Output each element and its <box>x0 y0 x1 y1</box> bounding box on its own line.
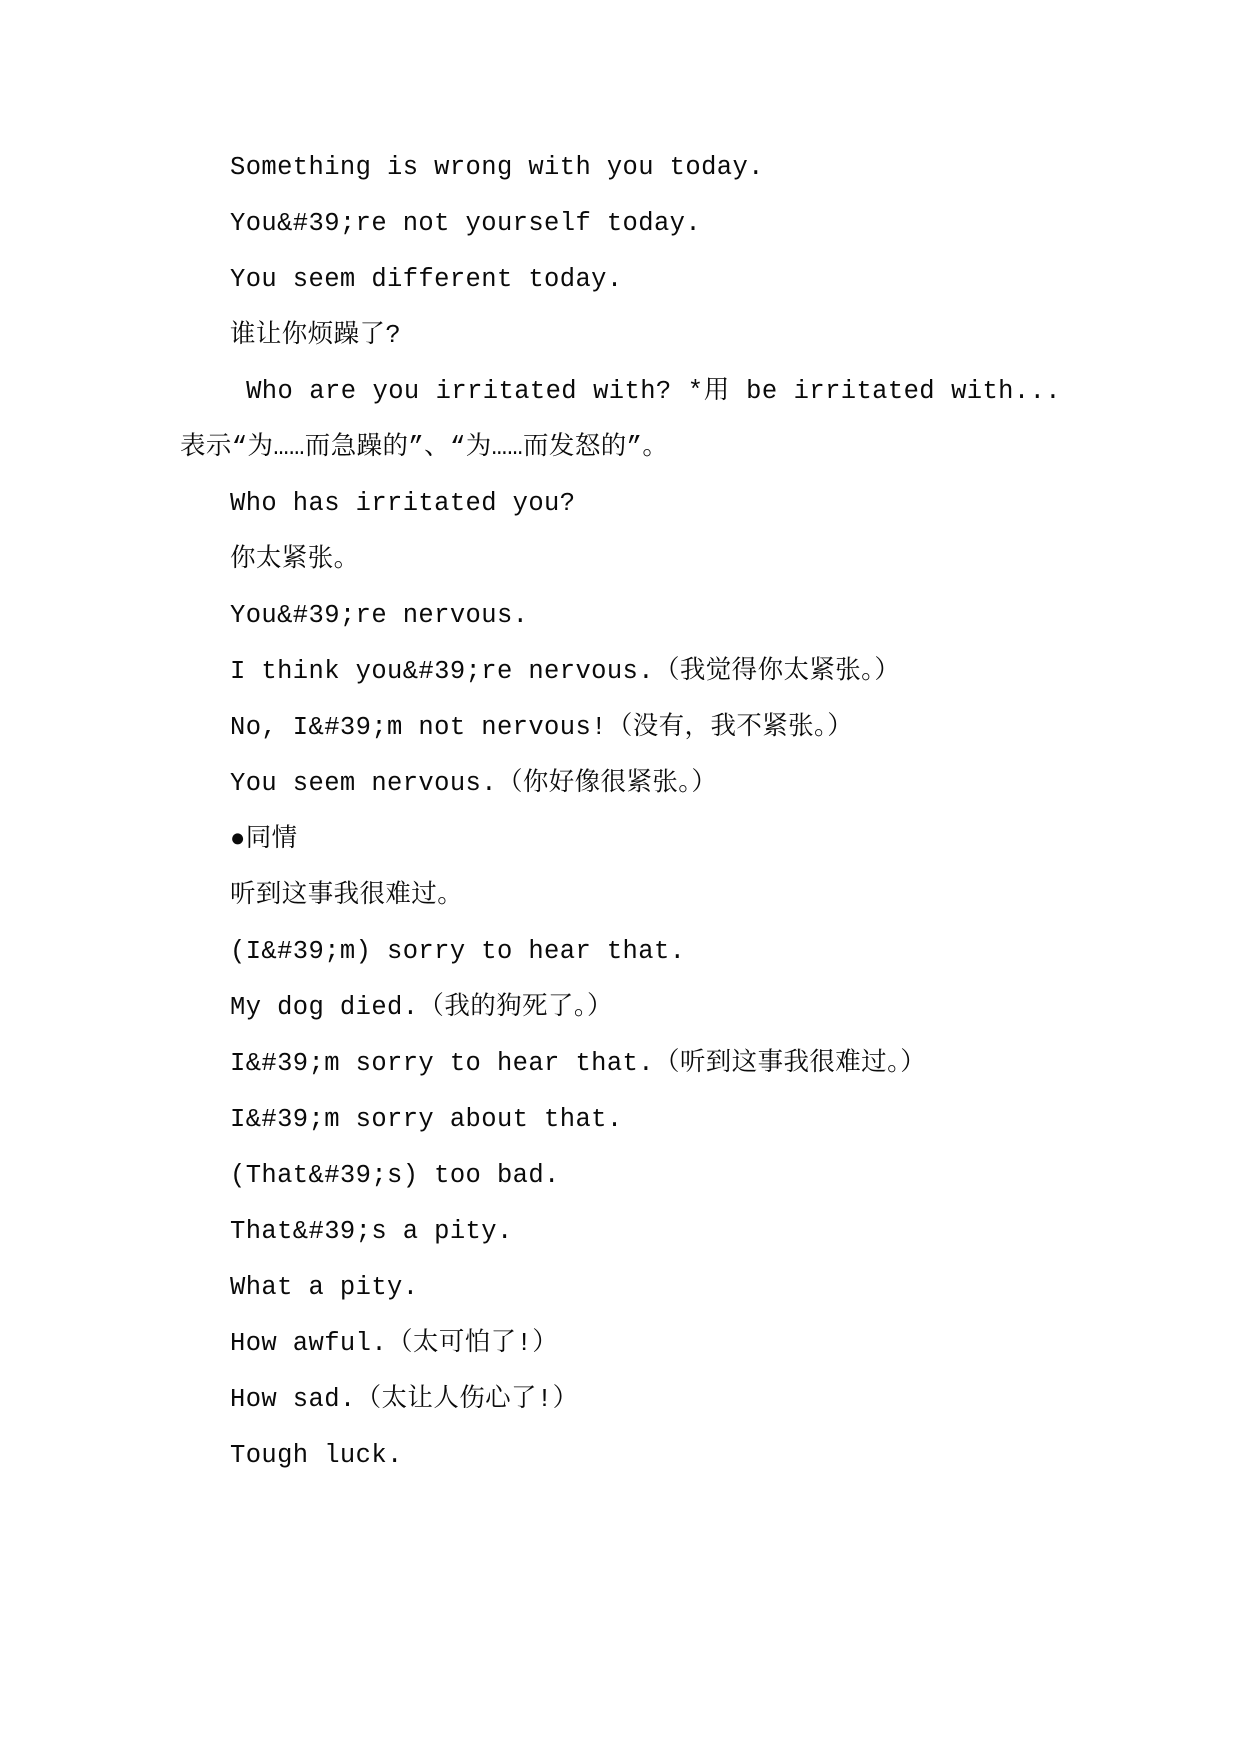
text-line: I&#39;m sorry about that. <box>230 1105 623 1134</box>
text-line: ●同情 <box>230 825 298 854</box>
text-line: You seem different today. <box>230 265 623 294</box>
text-line: Who has irritated you? <box>230 489 576 518</box>
text-line: 谁让你烦躁了? <box>230 321 402 350</box>
text-line: 听到这事我很难过。 <box>230 881 464 910</box>
text-line: (That&#39;s) too bad. <box>230 1161 560 1190</box>
text-line: I&#39;m sorry to hear that.（听到这事我很难过。） <box>230 1049 927 1078</box>
text-line: What a pity. <box>230 1273 419 1302</box>
text-line: No, I&#39;m not nervous!（没有，我不紧张。） <box>230 713 854 742</box>
text-line: You seem nervous.（你好像很紧张。） <box>230 769 718 798</box>
document-body <box>180 140 1061 1484</box>
text-line: Something is wrong with you today. <box>230 153 764 182</box>
text-line: That&#39;s a pity. <box>230 1217 513 1246</box>
text-line: You&#39;re not yourself today. <box>230 209 702 238</box>
text-line: (I&#39;m) sorry to hear that. <box>230 937 686 966</box>
text-line: How sad.（太让人伤心了!） <box>230 1385 579 1414</box>
text-line: My dog died.（我的狗死了。） <box>230 993 613 1022</box>
text-line: You&#39;re nervous. <box>230 601 529 630</box>
text-line: 你太紧张。 <box>230 545 360 574</box>
text-line: How awful.（太可怕了!） <box>230 1329 559 1358</box>
text-line: Tough luck. <box>230 1441 403 1470</box>
text-line: I think you&#39;re nervous.（我觉得你太紧张。） <box>230 657 901 686</box>
text-line: Who are you irritated with? *用 be irritated with...表示“为……而急躁的”、“为……而发怒的”。 <box>180 377 1061 462</box>
